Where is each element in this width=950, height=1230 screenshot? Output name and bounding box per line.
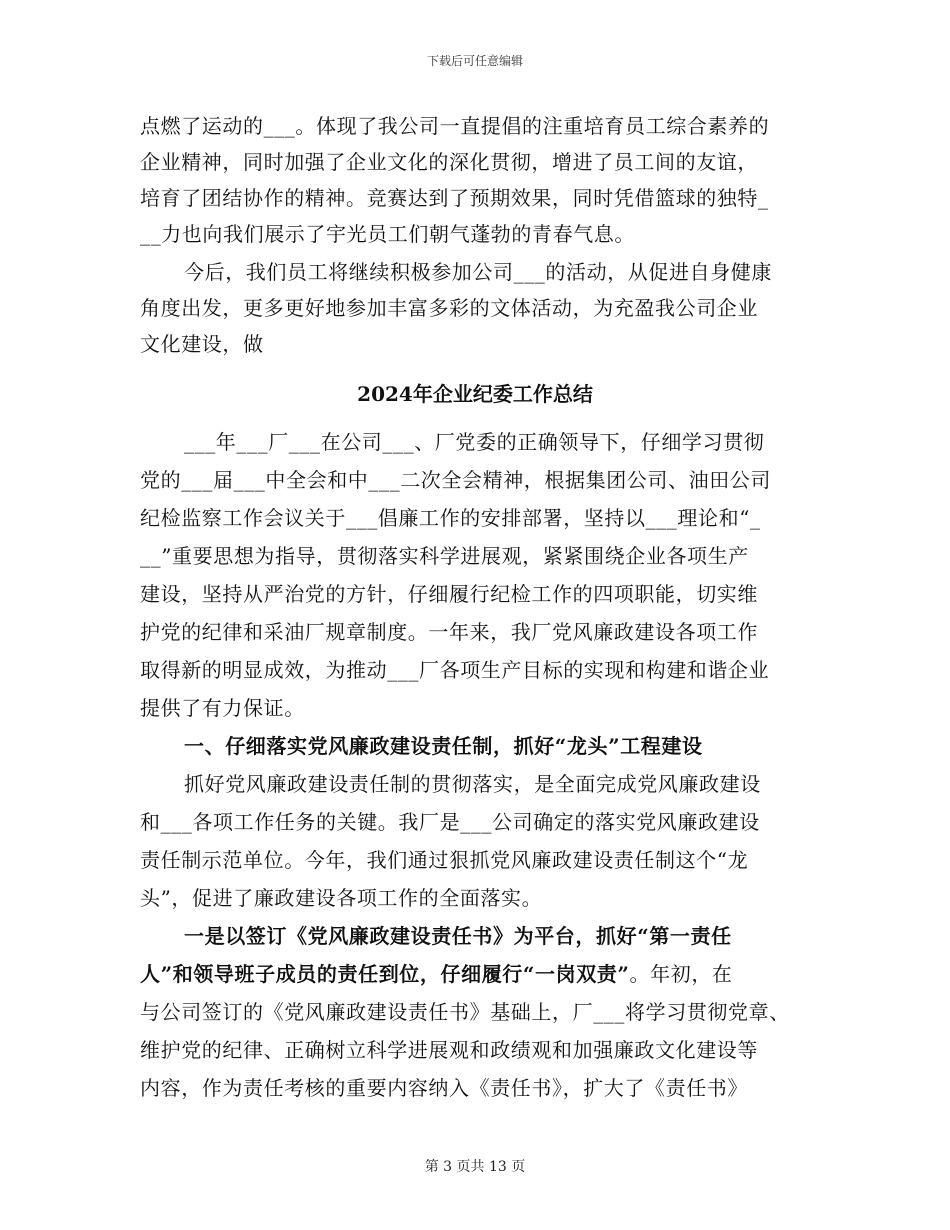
paragraph-line: ___年___厂___在公司___、厂党委的正确领导下，仔细学习贯彻 [184,430,765,454]
paragraph-line: 和___各项工作任务的关键。我厂是___公司确定的落实党风廉政建设 [140,810,760,834]
paragraph-line: 纪检监察工作会议关于___倡廉工作的安排部署，坚持以___理论和“_ [140,506,761,530]
paragraph-line: __力也向我们展示了宇光员工们朝气蓬勃的青春气息。 [140,222,635,246]
point-text: 。年初，在 [629,962,733,986]
section-title: 2024年企业纪委工作总结 [357,382,593,406]
paragraph-line: 党的___届___中全会和中___二次全会精神，根据集团公司、油田公司 [140,468,771,492]
paragraph-line: 角度出发，更多更好地参加丰富多彩的文体活动，为充盈我公司企业 [140,296,758,320]
paragraph-line: 企业精神，同时加强了企业文化的深化贯彻，增进了员工间的友谊， [140,150,758,174]
paragraph-line: 点燃了运动的___。体现了我公司一直提倡的注重培育员工综合素养的 [140,114,770,138]
page-footer: 第 3 页共 13 页 [424,1159,526,1175]
paragraph-line: 取得新的明显成效，为推动___厂各项生产目标的实现和构建和谐企业 [140,658,770,682]
page-header: 下载后可任意编辑 [426,54,523,68]
paragraph-line: 头”，促进了廉政建设各项工作的全面落实。 [140,886,543,910]
paragraph-line: 文化建设，做 [140,332,264,356]
point-heading-continued: 人”和领导班子成员的责任到位，仔细履行“一岗双责” [140,962,630,986]
paragraph-line: 护党的纪律和采油厂规章制度。一年来，我厂党风廉政建设各项工作 [140,620,758,644]
point-line [140,960,733,988]
paragraph-line: 今后，我们员工将继续积极参加公司___的活动，从促进自身健康 [184,260,772,284]
paragraph-line: 维护党的纪律、正确树立科学进展观和政绩观和加强廉政文化建设等 [140,1038,758,1062]
paragraph-line: 建设，坚持从严治党的方针，仔细履行纪检工作的四项职能，切实维 [140,582,758,606]
paragraph-line: 抓好党风廉政建设责任制的贯彻落实，是全面完成党风廉政建设 [184,772,761,796]
section-heading: 一、仔细落实党风廉政建设责任制，抓好“龙头”工程建设 [184,734,703,758]
point-heading: 一是以签订《党风廉政建设责任书》为平台，抓好“第一责任 [184,924,732,948]
paragraph-line: 责任制示范单位。今年，我们通过狠抓党风廉政建设责任制这个“龙 [140,848,749,872]
paragraph-line: __”重要思想为指导，贯彻落实科学进展观，紧紧围绕企业各项生产 [140,544,749,568]
paragraph-line: 与公司签订的《党风廉政建设责任书》基础上，厂___将学习贯彻党章、 [140,1000,790,1024]
paragraph-line: 提供了有力保证。 [140,696,305,720]
paragraph-line: 培育了团结协作的精神。竞赛达到了预期效果，同时凭借篮球的独特_ [140,186,769,210]
paragraph-line: 内容，作为责任考核的重要内容纳入《责任书》，扩大了《责任书》 [140,1076,748,1100]
